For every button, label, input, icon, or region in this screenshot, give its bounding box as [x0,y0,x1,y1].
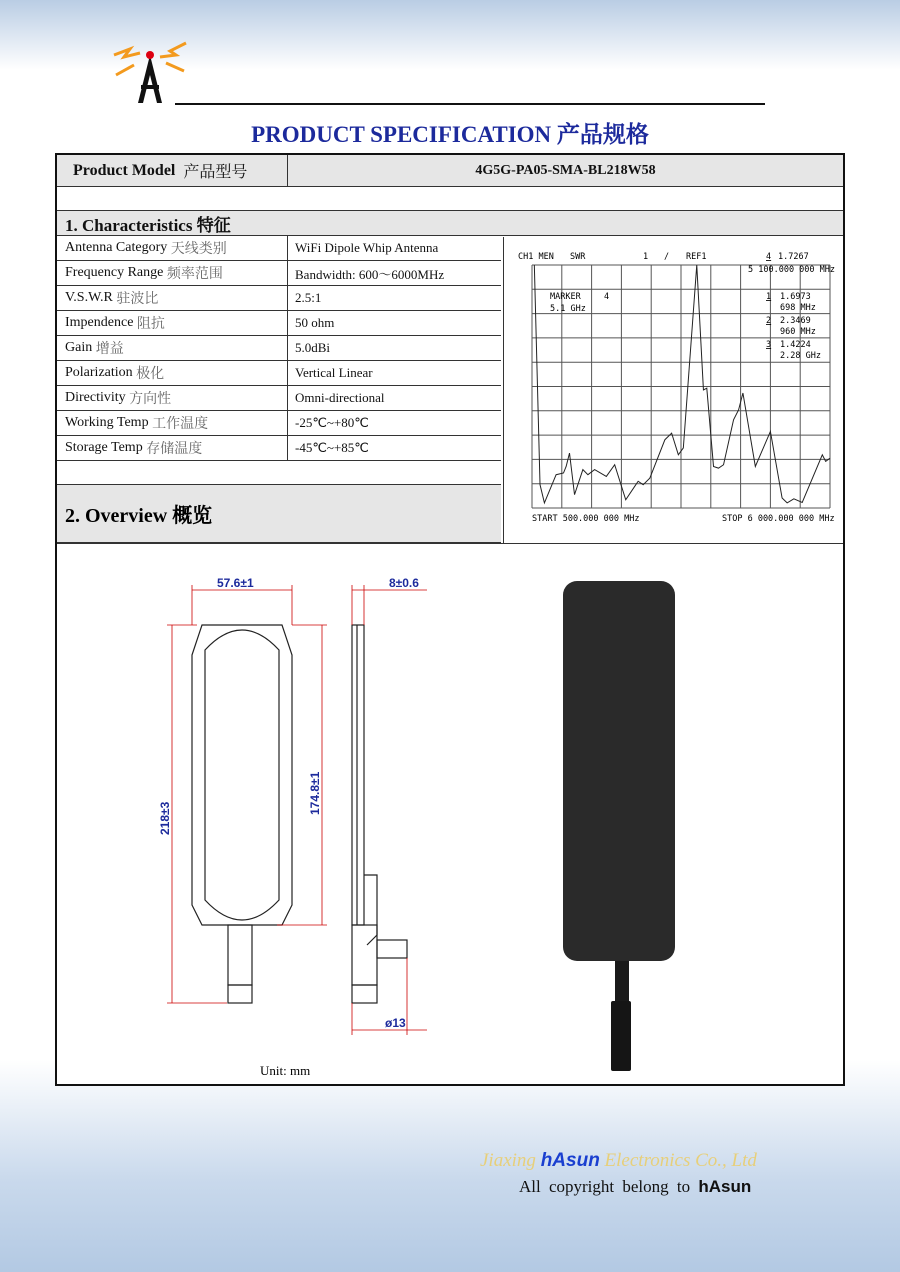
marker-freq: 698 MHz [780,303,816,313]
spec-label: Directivity 方向性 [65,390,172,407]
marker-box-num: 4 [604,292,610,302]
spec-row [57,411,501,436]
spec-value: Omni-directional [295,390,385,405]
spec-value: -25℃~+80℃ [295,415,369,430]
spec-row [57,386,501,411]
chart-header-text: / [664,252,670,262]
spec-frame [55,153,845,1086]
spacer-row [57,461,501,485]
active-marker-freq: 5 100.000 000 MHz [748,265,835,275]
spec-value: 5.0dBi [295,340,331,355]
dimension-drawing [97,555,517,1075]
spec-label: Polarization 极化 [65,365,165,382]
spec-label: Antenna Category 天线类别 [65,240,227,257]
spec-value: -45℃~+85℃ [295,440,369,455]
spec-label: Gain 增益 [65,340,124,357]
spec-value: WiFi Dipole Whip Antenna [295,240,439,255]
model-label: Product Model [73,161,176,179]
model-label-zh: 产品型号 [183,164,248,181]
characteristics-heading: 1. Characteristics 特征 [65,215,231,235]
active-marker-num: 4 [766,252,772,262]
dim-connector: ø13 [385,1016,406,1030]
spec-value: 2.5:1 [295,290,322,305]
header-rule [175,103,765,105]
spec-label: Working Temp 工作温度 [65,415,209,432]
marker-box-freq: 5.1 GHz [550,304,586,314]
chart-header-text: SWR [570,252,586,262]
overview-heading: 2. Overview 概览 [57,485,501,543]
characteristics-heading-row [57,211,843,236]
marker-freq: 960 MHz [780,327,816,337]
spec-label: V.S.W.R 驻波比 [65,290,159,307]
marker-id: 1 [766,292,772,302]
spec-value: Bandwidth: 600～6000MHz [295,266,445,282]
footer-company: Jiaxing hAsun Electronics Co., Ltd [480,1150,757,1171]
spec-row [57,361,501,386]
chart-header-text: CH1 MEN [518,252,554,262]
model-value: 4G5G-PA05-SMA-BL218W58 [475,162,656,178]
swr-chart [503,237,843,543]
dim-thickness: 8±0.6 [389,576,419,590]
marker-box-label: MARKER [550,292,581,302]
page-title: PRODUCT SPECIFICATION 产品规格 [251,122,649,147]
spec-row [57,336,501,361]
spec-value: 50 ohm [295,315,335,330]
dim-width: 57.6±1 [217,576,254,590]
marker-value: 1.6973 [780,292,811,302]
company-logo [110,35,190,107]
spec-row [57,261,501,286]
spec-row [57,436,501,461]
marker-freq: 2.28 GHz [780,351,821,361]
unit-label: Unit: mm [260,1063,311,1075]
spec-row [57,311,501,336]
swr-plot [504,237,844,543]
spec-value: Vertical Linear [295,365,373,380]
chart-start: START 500.000 000 MHz [532,514,640,524]
footer-copyright: All copyright belong to hAsun [519,1177,752,1196]
model-row [57,155,843,187]
spec-label: Storage Temp 存储温度 [65,440,203,457]
marker-value: 1.4224 [780,340,811,350]
chart-stop: STOP 6 000.000 000 MHz [722,514,835,524]
spacer-row [57,187,843,211]
marker-id: 3 [766,340,772,350]
marker-value: 2.3469 [780,316,811,326]
dim-height: 218±3 [158,801,172,835]
spec-label: Impendence 阻抗 [65,315,165,332]
dim-inner-height: 174.8±1 [308,771,322,815]
spec-row [57,236,501,261]
spec-label: Frequency Range 频率范围 [65,265,223,282]
chart-header-text: 1 [643,252,649,262]
marker-id: 2 [766,316,772,326]
active-marker-value: 1.7267 [778,252,809,262]
antenna-photo [557,577,677,1077]
spec-row [57,286,501,311]
chart-header-text: REF1 [686,252,707,262]
